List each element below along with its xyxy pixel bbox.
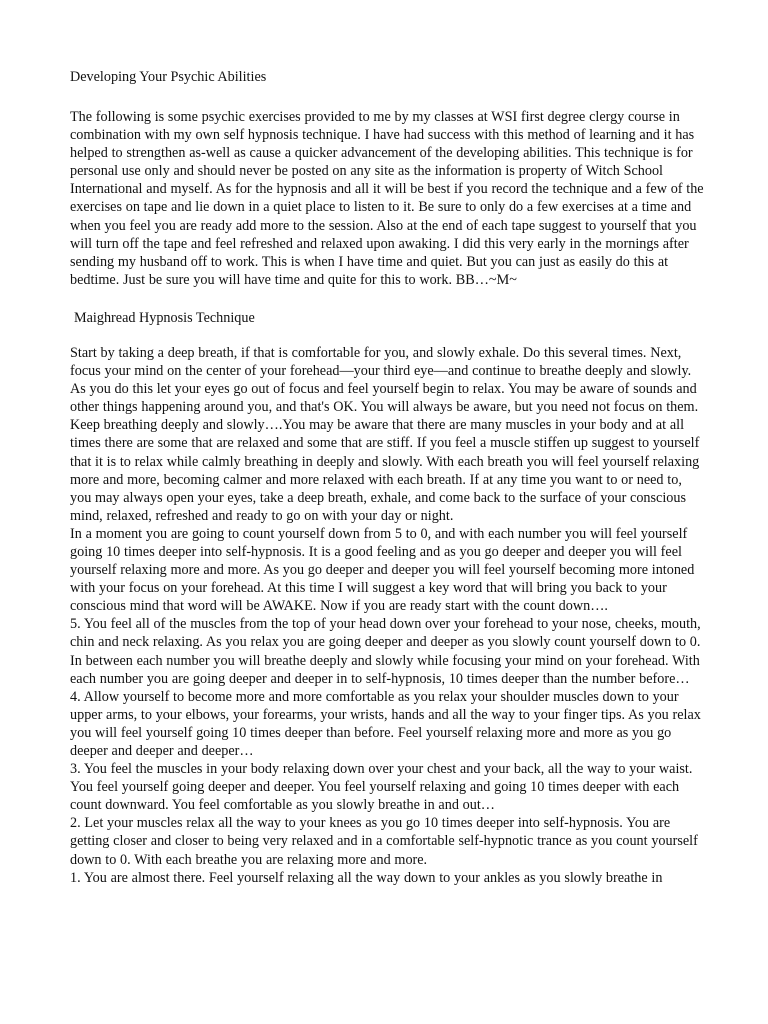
paragraph-step-3: 3. You feel the muscles in your body relaxing down over your chest and your back, all the way to your waist. You feel yourself going deeper and deeper. You feel yourself relaxing and going 10 times deeper with each count downward. You feel comfortable as you slowly breathe in and out…: [70, 761, 693, 814]
paragraph-step-5: 5. You feel all of the muscles from the top of your head down over your forehead to your nose, cheeks, mouth, chin and neck relaxing. As you relax you are going deeper and deeper as you slowly count yourself down to 0. In between each number you will breathe deeply and slowly while focusing your mind on your forehead. With each number you are going deeper and deeper in to self-hypnosis, 10 times deeper than the number before…: [70, 616, 701, 687]
intro-paragraph: The following is some psychic exercises provided to me by my classes at WSI first degree clergy course in combination with my own self hypnosis technique. I have had success with this method of learning and it has helped to strengthen as-well as cause a quicker advancement of the developing abilities. This technique is for personal use only and should never be posted on any site as the information is property of Witch School International and myself. As for the hypnosis and all it will be best if you record the technique and a few of the exercises on tape and lie down in a quiet place to listen to it. Be sure to only do a few exercises at a time and when you feel you are ready add more to the session. Also at the end of each tape suggest to yourself that you will turn off the tape and feel refreshed and relaxed upon awaking. I did this very early in the mornings after sending my husband off to work. This is when I have time and quiet. But you can just as easily do this at bedtime. Just be sure you will have time and quite for this to work. BB…~M~: [70, 109, 704, 288]
document-title: Developing Your Psychic Abilities: [70, 69, 267, 85]
section-title: Maighread Hypnosis Technique: [74, 309, 255, 326]
technique-body: [70, 344, 706, 887]
paragraph-countdown-intro: In a moment you are going to count yourself down from 5 to 0, and with each number you will feel yourself going 10 times deeper into self-hypnosis. It is a good feeling and as you go deeper and deeper you will feel yourself relaxing more and more. As you go deeper and deeper you will feel yourself becoming more intoned with your focus on your forehead. At this time I will suggest a key word that will bring you back to your conscious mind that word will be AWAKE. Now if you are ready start with the count down….: [70, 525, 695, 615]
paragraph-start: Start by taking a deep breath, if that is comfortable for you, and slowly exhale. Do this several times. Next, focus your mind on the center of your forehead—your third eye—and continue to breathe deeply and slowly. As you do this let your eyes go out of focus and feel yourself begin to relax. You may be aware of sounds and other things happening around you, and that's OK. You will always be aware, but you need not focus on them. Keep breathing deeply and slowly….You may be aware that there are many muscles in your body and at all times there are some that are relaxed and some that are stiff. If you feel a muscle stiffen up suggest to yourself that it is to relax while calmly breathing in deeply and slowly. With each breath you will feel yourself relaxing more and more, becoming calmer and more relaxed with each breath. If at any time you want to or need to, you may always open your eyes, take a deep breath, exhale, and come back to the surface of your conscious mind, relaxed, refreshed and ready to go on with your day or night.: [70, 344, 700, 524]
paragraph-step-1: 1. You are almost there. Feel yourself relaxing all the way down to your ankles as you slowly breathe in: [70, 869, 663, 886]
paragraph-step-4: 4. Allow yourself to become more and more comfortable as you relax your shoulder muscles down to your upper arms, to your elbows, your forearms, your wrists, hands and all the way to your finger tips. As you relax you will feel yourself going 10 times deeper than before. Feel yourself relaxing more and more as you go deeper and deeper and deeper…: [70, 688, 701, 759]
paragraph-step-2: 2. Let your muscles relax all the way to your knees as you go 10 times deeper into self-hypnosis. You are getting closer and closer to being very relaxed and in a comfortable self-hypnotic trance as you count yourself down to 0. With each breathe you are relaxing more and more.: [70, 815, 698, 868]
